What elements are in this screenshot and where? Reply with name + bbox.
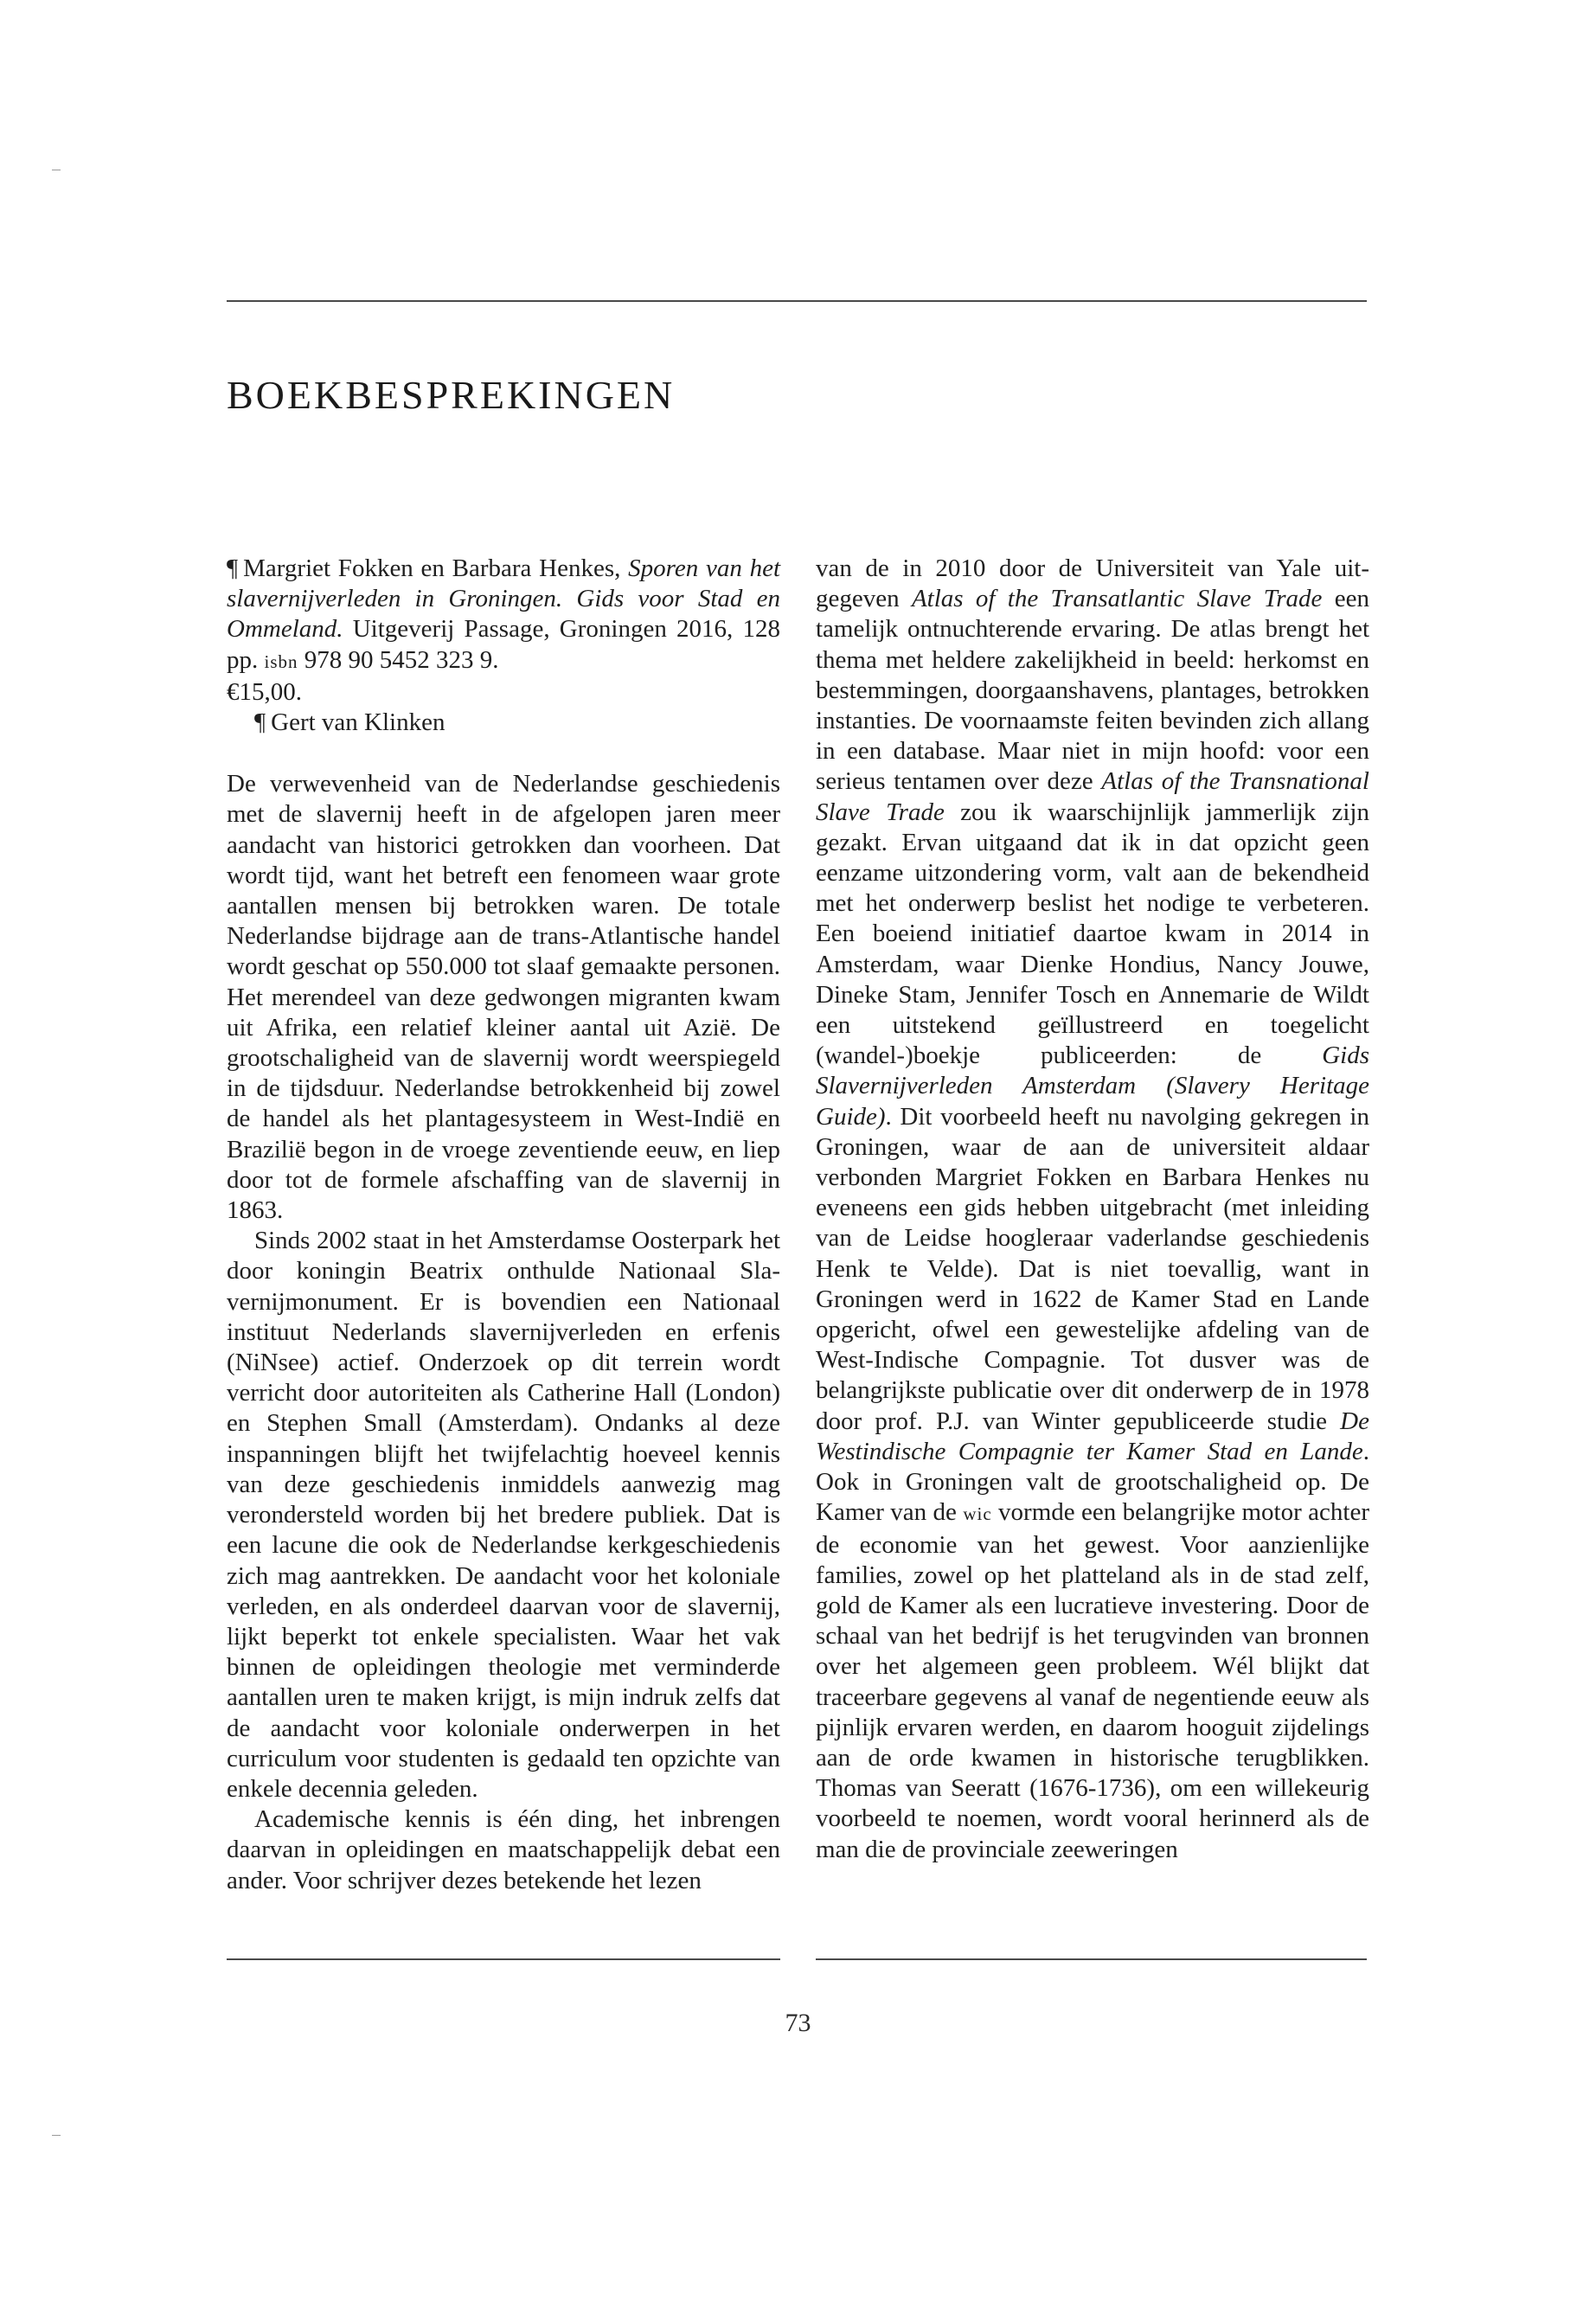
body-paragraph-1: De verwevenheid van de Nederlandse geschiedenis met de slavernij heeft in de afgelopen jaren meer aandacht van historici getrokken dan voorheen. Dat wordt tijd, want het betreft een fenomeen waar grote aantallen mensen bij betrokken waren. De totale Nederlandse bijdrage aan de trans-Atlantische handel wordt geschat op 550.000 tot slaaf gemaakte personen. Het merendeel van deze gedwongen migranten kwam uit Afrika, een relatief kleiner aantal uit Azië. De grootschaligheid van de slavernij wordt weerspiegeld in de tijdsduur. Nederlandse betrokkenheid bij zowel de handel als het plantagesysteem in West-Indië en Brazilië begon in de vroege zeventiende eeuw, en liep door tot de formele afschaffing van de slavernij in 1863. [227,770,780,1225]
right-column [816,554,1369,1865]
section-title: BOEKBESPREKINGEN [227,373,676,417]
book-price: €15,00. [227,677,302,706]
atlas-title-italic: Atlas of the Transnational Slave Trade [816,767,1369,826]
book-isbn: 978 90 5452 323 9. [304,645,499,674]
text-run: vormde een belangrijke motor achter de economie van het gewest. Voor aanzienlijke families, zowel op het platteland als in de stad zelf, gold de Kamer als een lucratieve investering. Door de schaal van het bedrijf is het terugvinden van bronnen over het algemeen geen probleem. Wél blijkt dat traceerbare gegevens al vanaf de negentiende eeuw als pijnlijk ervaren werden, en daarom hooguit zijdelings aan de orde kwamen in historische terugblikken. Thomas van Seeratt (1676-1736), om een willekeurig voorbeeld te noemen, wordt vooral herinnerd als de man die de provinciale zeeweringen [816,1498,1369,1863]
wic-smallcaps: wic [963,1503,992,1525]
text-run: zou ik waarschijnlijk jammerlijk zijn gezakt. Ervan uitgaand dat ik in dat opzicht geen eenzame uitzondering vorm, valt aan de bekendheid met het onderwerp beslist het nodige te verbeteren. Een boeiend initiatief daartoe kwam in 2014 in Amsterdam, waar Dienke Hondius, Nancy Jouwe, Dineke Stam, Jennifer Tosch en Annemarie de Wildt een uitstekend geïllustreerd en toegelicht (wandel-)boekje publiceerden: de [816,798,1369,1070]
book-authors: Margriet Fokken en Barbara Henkes, [243,554,621,582]
body-paragraph-3: Academische kennis is één ding, het inbrengen daarvan in opleidingen en maatschappelijk debat een ander. Voor schrijver dezes betekende het lezen [227,1805,780,1894]
text-run: . Dit voorbeeld heeft nu navolging gekregen in Groningen, waar de aan de universiteit aldaar verbonden Margriet Fokken en Barbara Henkes nu eveneens een gids hebben uitgebracht (met inleiding van de Leidse hoogleraar vaderlandse geschiedenis Henk te Velde). Dat is niet toevallig, want in Groningen werd in 1622 de Kamer Stad en Lande opgericht, ofwel een gewestelijke afdeling van de West-Indische Compagnie. Tot dusver was de belangrijkste publicatie over dit onderwerp de in 1978 door prof. P.J. van Winter gepubliceerde studie [816,1102,1369,1435]
pilcrow-icon: ¶ [254,708,266,737]
left-column [227,554,780,1896]
book-citation [227,554,780,708]
book-title: Sporen van het slavernijverleden in Groningen. Gids voor Stad en Ommeland. [227,554,780,644]
text-run: . Ook in Groningen valt de grootschaligheid op. De Kamer van de [816,1437,1369,1527]
text-run: een tamelijk ontnuchterende ervaring. De atlas brengt het thema met heldere zakelijkheid in beeld: herkomst en bestemmingen, doorgaanshavens, plantages, betrokken instanties. De voornaamste feiten bevinden zich allang in een database. Maar niet in mijn hoofd: voor een serieus tentamen over deze [816,585,1369,796]
text-run: van de in 2010 door de Universiteit van Yale uitgegeven [816,554,1369,613]
body-paragraph-2: Sinds 2002 staat in het Amsterdamse Oosterpark het door koningin Beatrix onthulde Nationaal Slavernijmonument. Er is bovendien een Nationaal instituut Nederlands slavernijverleden en erfenis (NiNsee) actief. Onderzoek op dit terrein wordt verricht door autoriteiten als Catherine Hall (London) en Stephen Small (Amsterdam). Ondanks al deze inspanningen blijft het twijfelachtig hoeveel kennis van deze geschiedenis inmiddels aanwezig mag verondersteld worden bij het bredere publiek. Dat is een lacune die ook de Nederlandse kerkgeschiedenis zich mag aantrekken. De aandacht voor het koloniale verleden, en als onderdeel daarvan voor de slavernij, lijkt beperkt tot enkele specialisten. Waar het vak binnen de opleidingen theologie met verminderde aantallen uren te maken krijgt, is mijn indruk zelfs dat de aandacht voor koloniale onderwerpen in het curriculum voor studenten is gedaald ten opzichte van enkele decennia geleden. [227,1227,780,1803]
study-title-italic: De Westindische Compagnie ter Kamer Stad en Lande [816,1407,1369,1465]
pilcrow-icon: ¶ [227,554,239,582]
isbn-label: isbn [264,651,298,672]
spacer [227,738,780,769]
book-publisher: Uitgeverij Passage, Groningen 2016, 128 pp. [227,615,780,674]
top-rule [227,300,1367,302]
bottom-rule-right [816,1958,1367,1960]
guide-title-italic: Gids Slavernijverleden Amsterdam [816,1042,1369,1100]
reviewer-name: Gert van Klinken [271,708,445,737]
atlas-title-italic: Atlas of the Transatlantic Slave Trade [911,585,1323,613]
guide-subtitle-italic: (Slavery Heritage Guide) [816,1072,1370,1131]
bottom-rule-left [227,1958,780,1960]
page-number: 73 [785,2009,811,2037]
crop-mark-bottom-left [52,2135,61,2136]
body-paragraph-continued [816,554,1369,1865]
reviewer-line [227,708,780,738]
